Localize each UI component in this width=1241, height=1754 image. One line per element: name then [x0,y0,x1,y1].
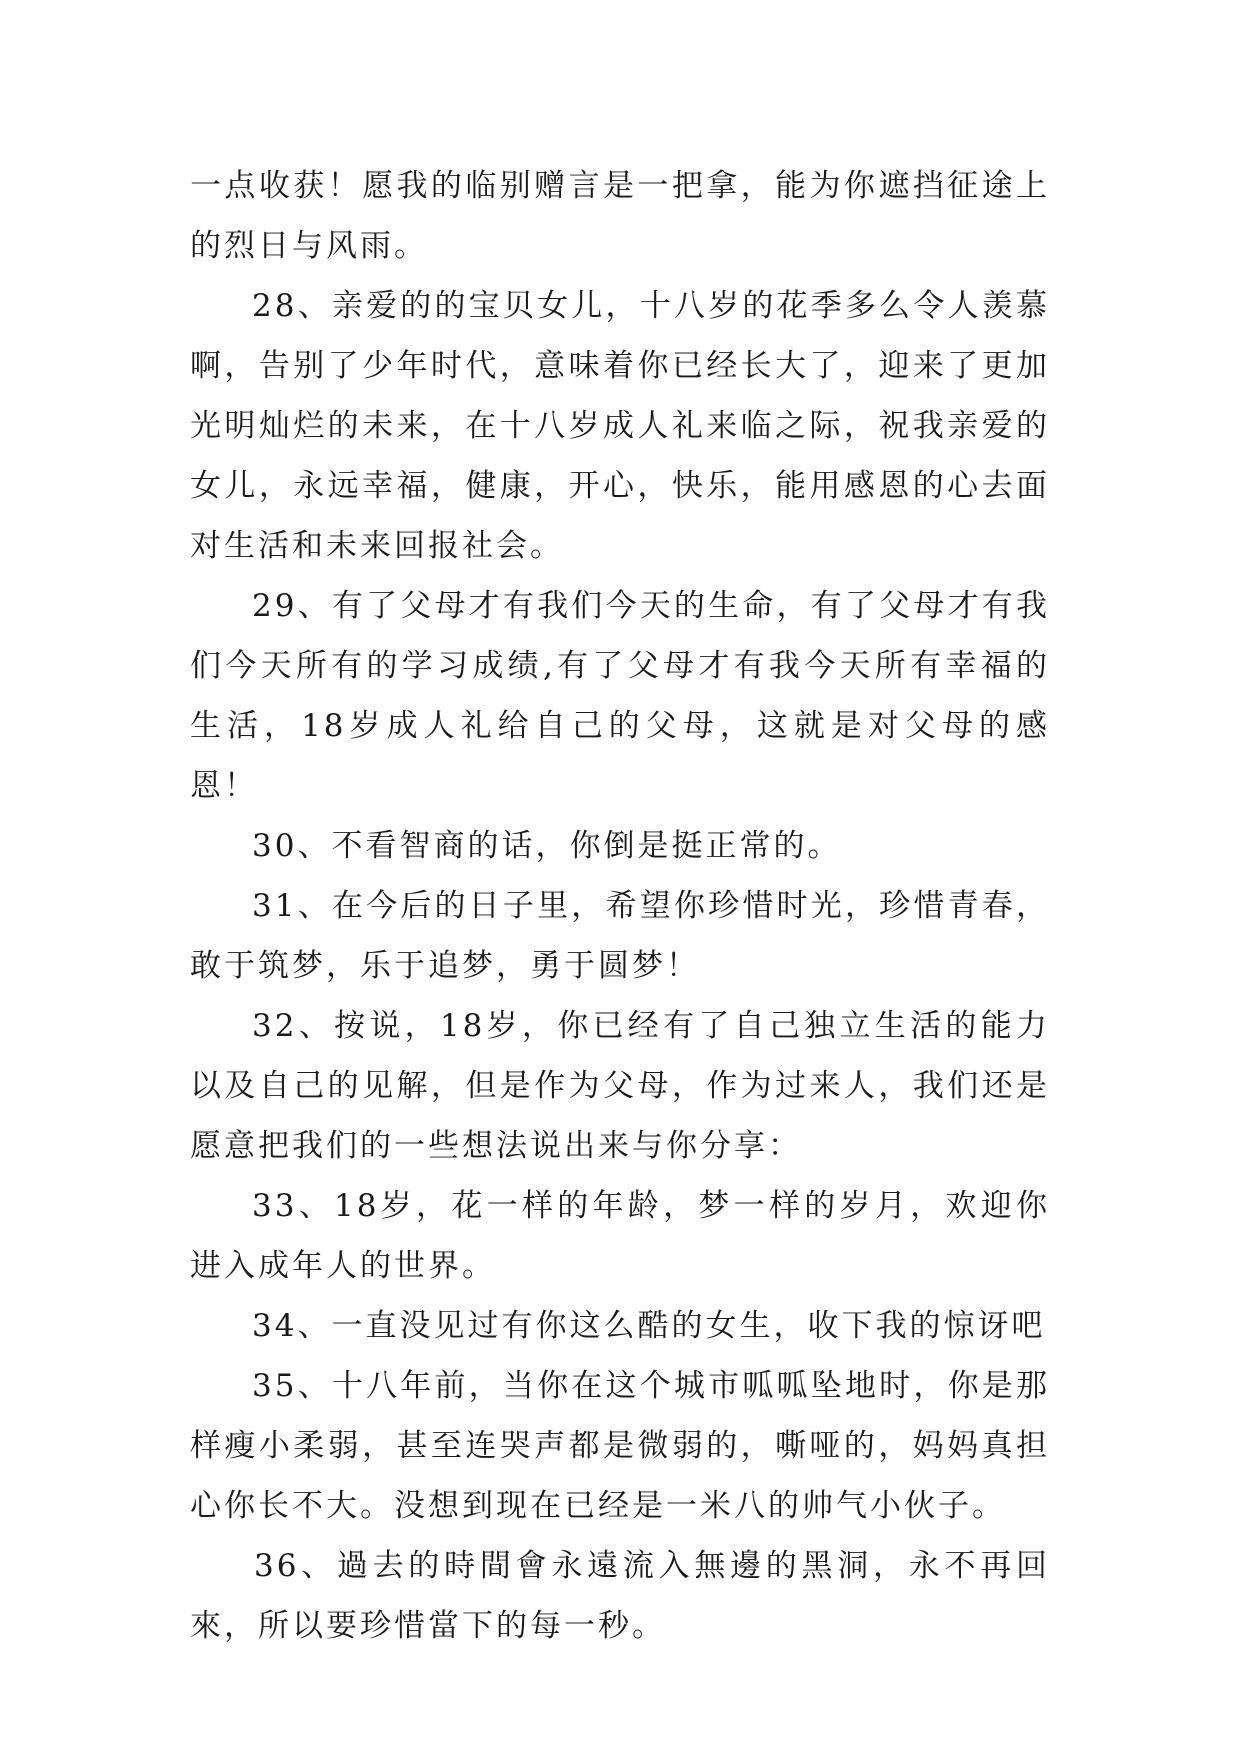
paragraph-33: 33、18岁，花一样的年龄，梦一样的岁月，欢迎你进入成年人的世界。 [190,1188,1050,1284]
paragraph-30: 30、不看智商的话，你倒是挺正常的。 [252,828,842,864]
paragraph-36: 36、過去的時間會永遠流入無邊的黑洞，永不再回來，所以要珍惜當下的每一秒。 [190,1548,1050,1644]
paragraph-29: 29、有了父母才有我们今天的生命，有了父母才有我们今天所有的学习成绩,有了父母才有我今天所有幸福的生活，18岁成人礼给自己的父母，这就是对父母的感恩！ [190,588,1050,804]
paragraph-continuation: 一点收获！愿我的临别赠言是一把拿，能为你遮挡征途上的烈日与风雨。 [190,168,1050,264]
paragraph-34: 34、一直没见过有你这么酷的女生，收下我的惊讶吧 [252,1308,1046,1344]
paragraph-31: 31、在今后的日子里，希望你珍惜时光，珍惜青春，敢于筑梦，乐于追梦，勇于圆梦！ [190,888,1050,984]
paragraph-28: 28、亲爱的的宝贝女儿，十八岁的花季多么令人羡慕啊，告别了少年时代，意味着你已经长大了，迎来了更加光明灿烂的未来，在十八岁成人礼来临之际，祝我亲爱的女儿，永远幸福，健康，开心，快乐，能用感恩的心去面对生活和未来回报社会。 [190,288,1050,564]
paragraph-32: 32、按说，18岁，你已经有了自己独立生活的能力以及自己的见解，但是作为父母，作为过来人，我们还是愿意把我们的一些想法说出来与你分享： [190,1008,1050,1164]
document-body [190,156,1050,1656]
paragraph-35: 35、十八年前，当你在这个城市呱呱坠地时，你是那样瘦小柔弱，甚至连哭声都是微弱的，嘶哑的，妈妈真担心你长不大。没想到现在已经是一米八的帅气小伙子。 [190,1368,1050,1524]
